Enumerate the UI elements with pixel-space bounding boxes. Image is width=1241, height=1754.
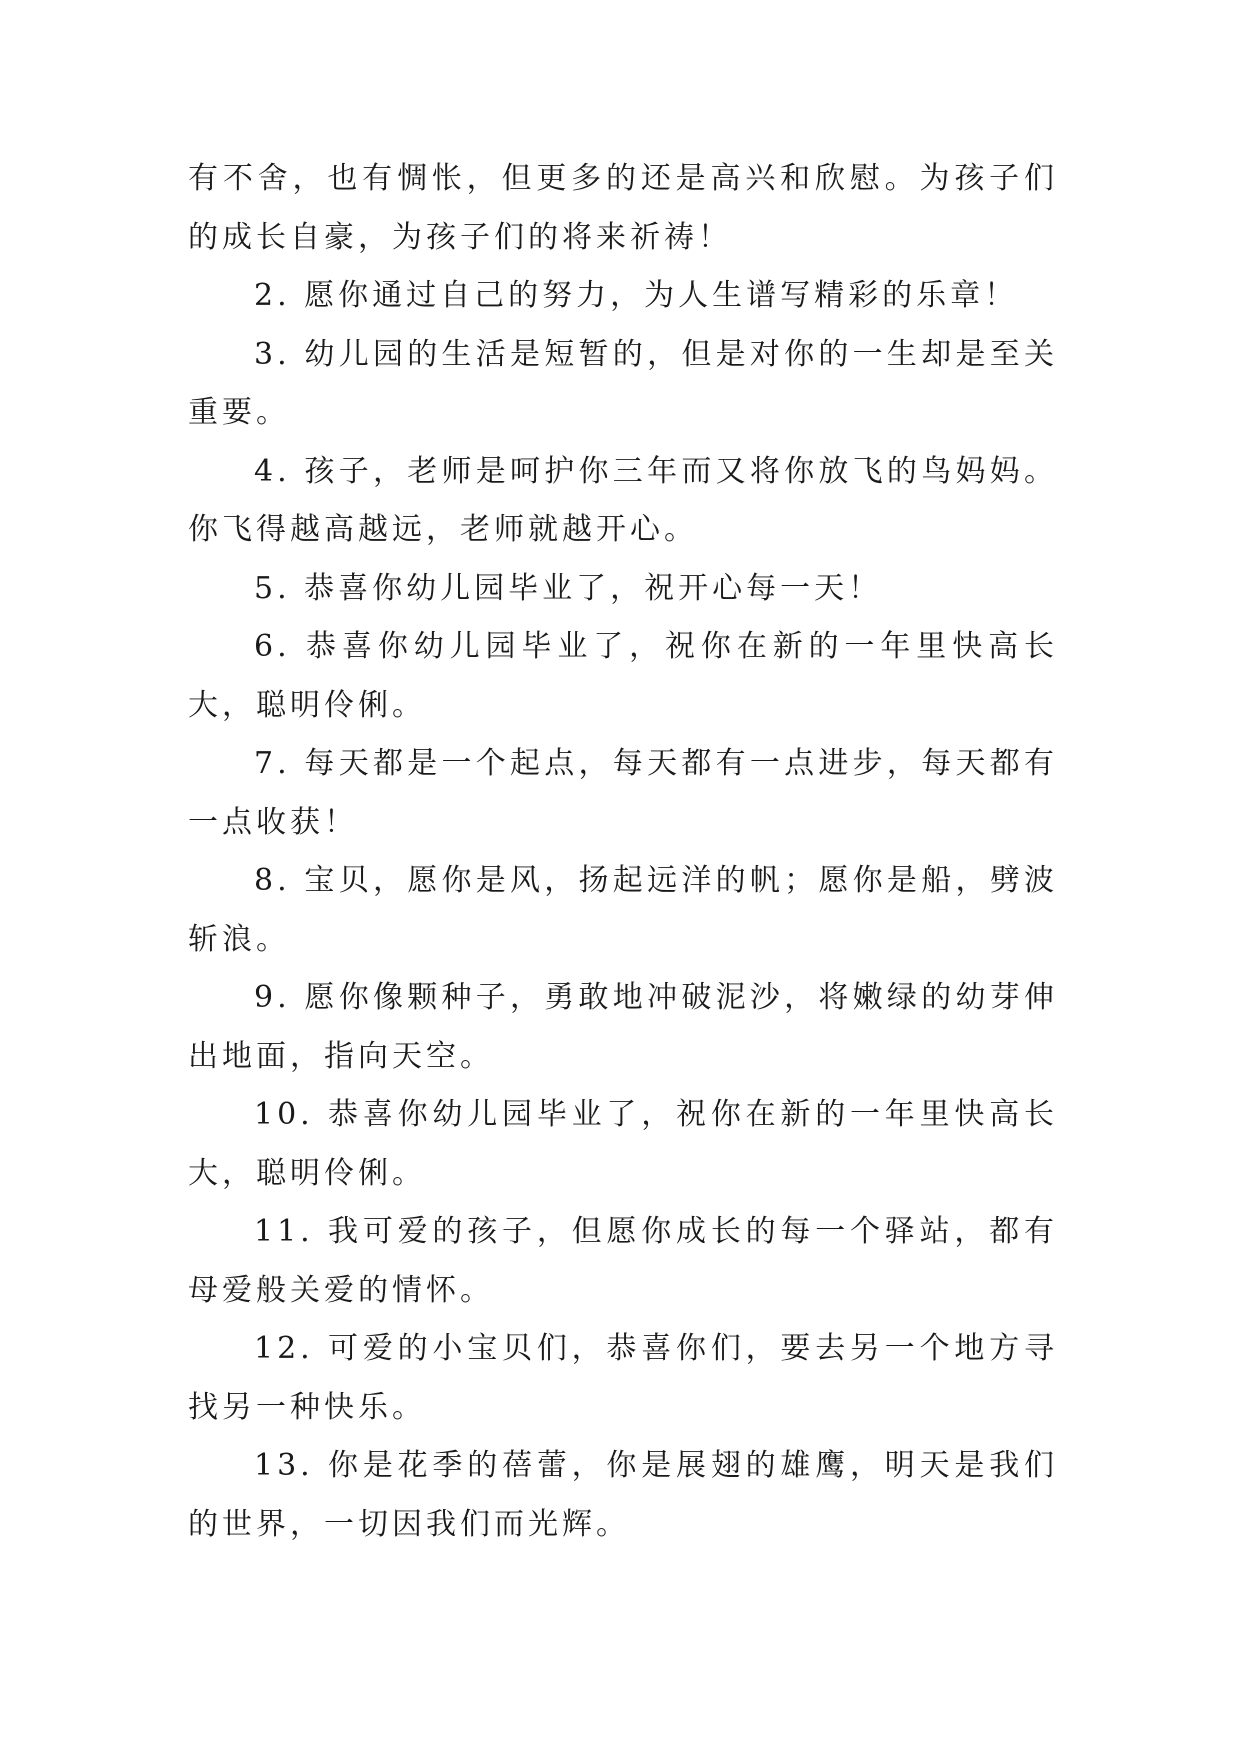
wish-item-8: 8. 宝贝，愿你是风，扬起远洋的帆；愿你是船，劈波斩浪。 xyxy=(188,863,1058,957)
wish-item-5: 5. 恭喜你幼儿园毕业了，祝开心每一天！ xyxy=(254,570,883,606)
wish-item-9: 9. 愿你像颗种子，勇敢地冲破泥沙，将嫩绿的幼芽伸出地面，指向天空。 xyxy=(188,980,1058,1074)
wish-item-13: 13. 你是花季的蓓蕾，你是展翅的雄鹰，明天是我们的世界，一切因我们而光辉。 xyxy=(188,1448,1058,1542)
wish-item-4: 4. 孩子，老师是呵护你三年而又将你放飞的鸟妈妈。你飞得越高越远，老师就越开心。 xyxy=(188,453,1058,547)
wish-item-2: 2. 愿你通过自己的努力，为人生谱写精彩的乐章！ xyxy=(254,278,1019,313)
wish-item-7: 7. 每天都是一个起点，每天都有一点进步，每天都有一点收获！ xyxy=(188,746,1058,840)
wish-item-3: 3. 幼儿园的生活是短暂的，但是对你的一生却是至关重要。 xyxy=(188,336,1058,430)
wish-item-11: 11. 我可爱的孩子，但愿你成长的每一个驿站，都有母爱般关爱的情怀。 xyxy=(188,1214,1058,1308)
wish-item-12: 12. 可爱的小宝贝们，恭喜你们，要去另一个地方寻找另一种快乐。 xyxy=(188,1331,1058,1425)
wish-item-6: 6. 恭喜你幼儿园毕业了，祝你在新的一年里快高长大，聪明伶俐。 xyxy=(188,629,1058,723)
document-body xyxy=(188,150,1058,1554)
wish-item-10: 10. 恭喜你幼儿园毕业了，祝你在新的一年里快高长大，聪明伶俐。 xyxy=(188,1097,1058,1191)
paragraph-continuation: 有不舍，也有惆怅，但更多的还是高兴和欣慰。为孩子们的成长自豪，为孩子们的将来祈祷！ xyxy=(188,161,1058,255)
